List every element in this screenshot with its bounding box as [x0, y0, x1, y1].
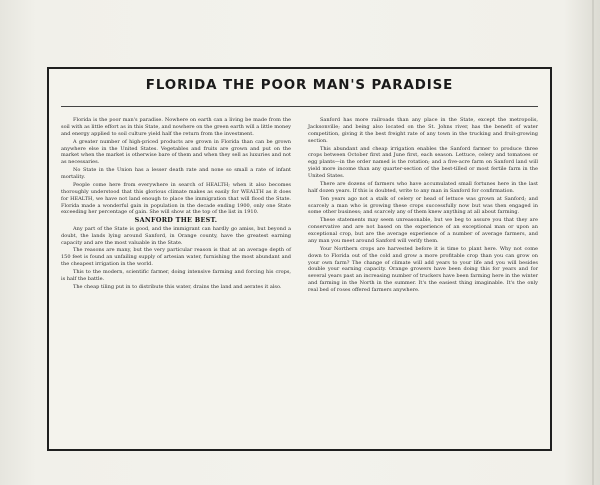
- paragraph: These statements may seem unreasonable, but we beg to assure you that they are conservative and are not based on the experience of an exceptional man or upon an exceptional crop, but are the average experience of a number of average farmers, and any man you meet around Sanford will verify them.: [308, 217, 538, 244]
- paragraph: This abundant and cheap irrigation enables the Sanford farmer to produce three crops between October first and June first, each season. Lettuce, celery and tomatoes or egg plants—in the order named is the rotation; and a five-acre farm on Sanford land will yield more income than any quarter-section of the best-tilled or most fertile farm in the United States.: [308, 145, 538, 180]
- paragraph: Any part of the State is good, and the immigrant can hardly go amiss, but beyond a doubt, the lands lying around Sanford, in Orange county, have the greatest earning capacity and are the most valuable in the State.: [61, 225, 291, 246]
- page-title: FLORIDA THE POOR MAN'S PARADISE: [145, 78, 454, 93]
- section-heading: SANFORD THE BEST.: [134, 216, 218, 225]
- paragraph: No State in the Union has a lesser death rate and none so small a rate of infant mortality.: [61, 167, 291, 181]
- article-frame: [47, 67, 552, 451]
- paragraph: The reasons are many, but the very particular reason is that at an average depth of 150 feet is found an unfailing supply of artesian water, furnishing the most abundant and the cheapest irrigation in the world.: [61, 247, 291, 268]
- left-column: [61, 117, 291, 291]
- paragraph: There are dozens of farmers who have accumulated small fortunes here in the last half dozen years. If this is doubted, write to any man in Sanford for confirmation.: [308, 180, 538, 194]
- paragraph: A greater number of high-priced products are grown in Florida than can be grown anywhere else in the United States. Vegetables and fruits are grown and put on the market when the market is otherwise bare of them and when they sell as luxuries and not as necessaries.: [61, 138, 291, 166]
- paragraph: The cheap tiling put in to distribute this water, drains the land and aerates it also.: [73, 283, 282, 290]
- paragraph: Ten years ago not a stalk of celery or head of lettuce was grown at Sanford; and scarcely a man who is growing these crops successfully now but was then engaged in some other business; and scarcely any of them knew anything at all about farming.: [308, 195, 538, 216]
- paragraph: Your Northern crops are harvested before it is time to plant here. Why not come down to Florida out of the cold and grow a more profitable crop than you can grow on your own farm? The change of climate will add years to your life and you will besides double your earning capacity. Orange growers have been doing this for years and for several years past an increasing number of truckers have been farming here in the winter and farming in the North in the summer. It's the easiest thing imaginable. It's the only real bed of roses offered farmers anywhere.: [308, 245, 538, 294]
- paragraph: Sanford has more railroads than any place in the State, except the metropolis, Jacksonville; and being also located on the St. Johns river, has the benefit of water competition, giving it the best freight rate of any town in the trucking and fruit-growing section.: [308, 117, 538, 144]
- right-column: [308, 117, 538, 295]
- paragraph: People come here from everywhere in search of HEALTH; when it also becomes thoroughly understood that this glorious climate makes as easily for WEALTH as it does for HEALTH, we have not land enough to place the immigration that will flood the State. Florida made a wonderful gain in population in the decade ending 1900, only one State exceeding her percentage of gain. She will show at the top of the list in 1910.: [61, 181, 291, 216]
- page-edge: [592, 0, 594, 485]
- title-rule: [61, 106, 538, 107]
- paragraph: This to the modern, scientific farmer, doing intensive farming and forcing his crops, is half the battle.: [61, 268, 291, 282]
- paragraph: Florida is the poor man's paradise. Nowhere on earth can a living be made from the soil with as little effort as in this State, and nowhere on the green earth will a little money and energy applied to soil culture yield half the return from the investment.: [61, 117, 291, 137]
